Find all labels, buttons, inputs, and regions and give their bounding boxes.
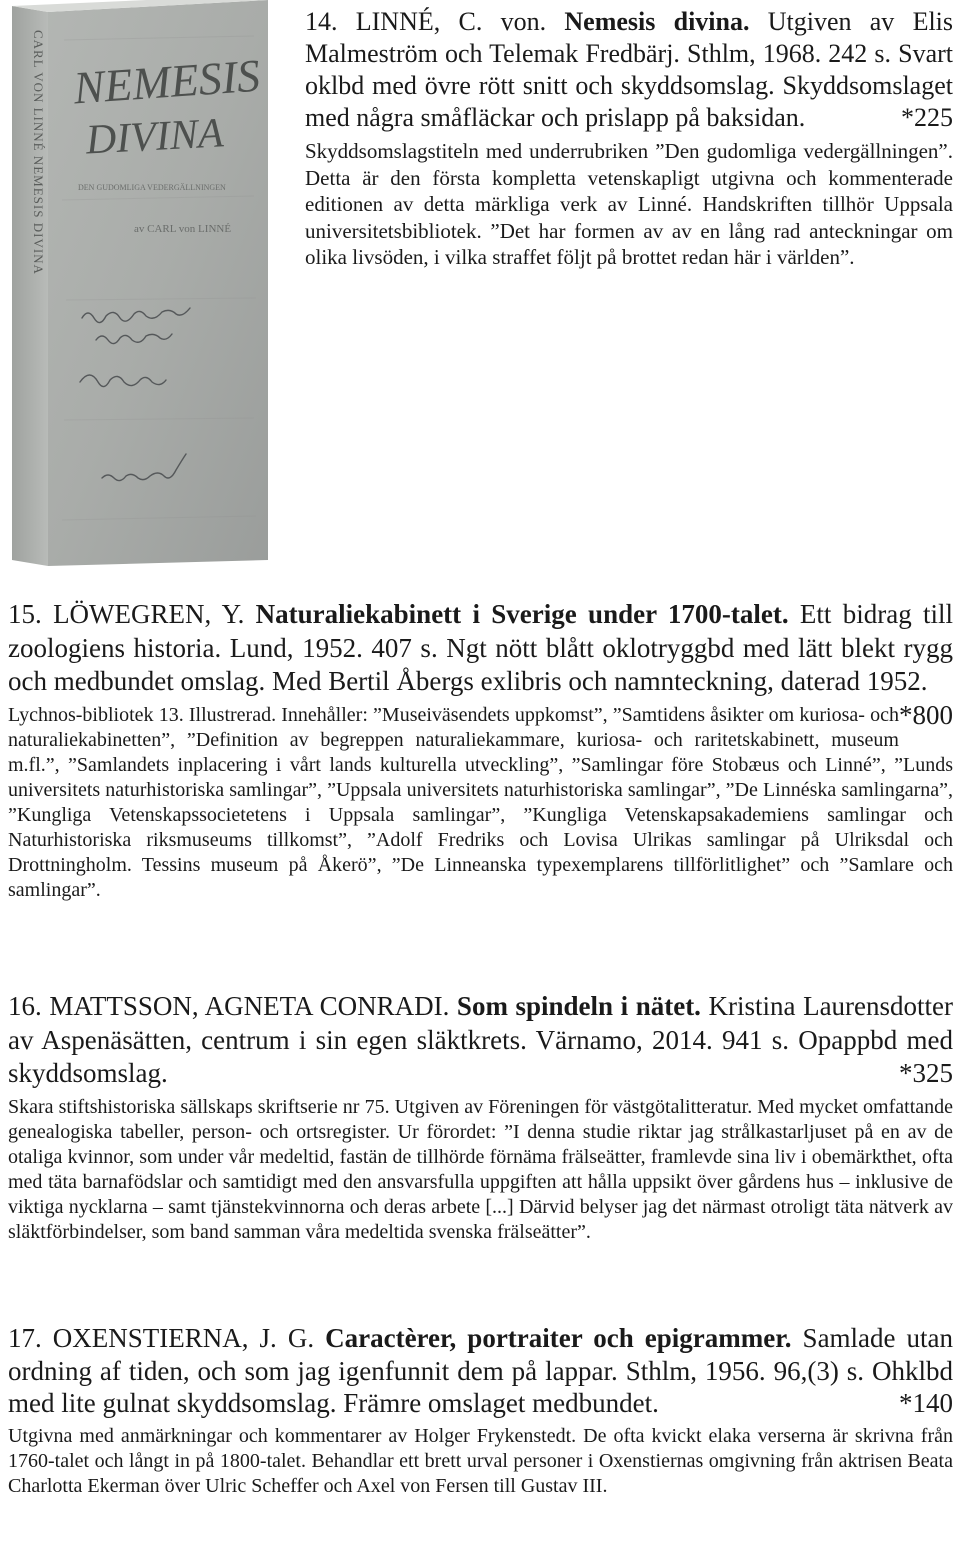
entry-title: Nemesis divina. [564, 7, 750, 36]
entry-heading [305, 6, 953, 134]
entry-price: *800 [899, 699, 953, 730]
entry-details: Samlade utan ordning af tiden, och som jag igenfunnit dem på lappar. Sthlm, 1956. 96,(3) s. Ohklbd med lite gulnat skyddsomslag. Främre omslaget medbundet. [8, 1323, 954, 1418]
entry-title: Caractèrer, portraiter och epigrammer. [325, 1323, 792, 1353]
entry-number: 17. [8, 1323, 42, 1353]
entry-author: LÖWEGREN, Y. [53, 599, 245, 629]
cover-title-line-2: DIVINA [84, 110, 225, 164]
entry-title: Naturaliekabinett i Sverige under 1700-talet. [255, 599, 789, 629]
entry-description: Lychnos-bibliotek 13. Illustrerad. Innehåller: ”Museiväsendets uppkomst”, ”Samtidens åsikter om kuriosa- och naturaliekabinetten”, ”Definition av begreppen naturaliekammare, kuriosa- och raritetskabinett, museum m.fl.”, ”Samlandets inplacering i vårt lands kulturella utveckling”, ”Samlingar före Stobæus och Linné”, ”Lunds universitets naturhistoriska samlingar”, ”Uppsala universitets naturhistoriska samlingar”, ”De Linnéska samlingarna”, ”Kungliga Vetenskapssocietetens i Uppsala samlingar”, ”Kungliga Vetenskapsakademiens samlingar och Naturhistoriska riksmuseums tillkomst”, ”Adolf Fredriks och Lovisa Ulrikas samlingar på Ulriksdal och Drottningholm. Tessins museum på Åkerö”, ”De Linneanska typexemplarens tillförlitlighet” och ”Samlare och samlingar”. [8, 703, 953, 901]
entry-heading [8, 990, 953, 1091]
catalog-entry-15 [8, 598, 953, 903]
entry-description: Utgivna med anmärkningar och kommentarer av Holger Frykenstedt. De ofta kvickt elaka verserna är skrivna från 1760-talet och långt in på 1800-talet. Behandlar ett brett urval personer i Oxenstiernas omgivning från aktrisen Beata Charlotta Ekerman över Ulric Scheffer och Axel von Fersen till Gustav III. [8, 1424, 953, 1497]
entry-details: Utgiven av Elis Malmeström och Telemak Fredbärj. Sthlm, 1968. 242 s. Svart oklbd med övre rött snitt och skyddsomslag. Skyddsomslaget med några småfläckar och prislapp på baksidan. [305, 7, 954, 132]
spine-text: CARL VON LINNÉ NEMESIS DIVINA [31, 30, 46, 275]
catalog-entry-17 [8, 1322, 953, 1499]
entry-price: *325 [899, 1058, 953, 1088]
catalog-entry-16 [8, 990, 953, 1245]
cover-subtitle: DEN GUDOMLIGA VEDERGÄLLNINGEN [78, 183, 226, 192]
book-cover-image [4, 0, 272, 570]
entry-number: 14. [305, 7, 338, 36]
entry-price: *140 [899, 1388, 953, 1418]
entry-author: LINNÉ, C. von. [355, 7, 547, 36]
catalog-entry-14 [305, 6, 953, 271]
entry-author: MATTSSON, AGNETA CONRADI. [49, 991, 450, 1021]
entry-description: Skara stiftshistoriska sällskaps skriftserie nr 75. Utgiven av Föreningen för västgötalitteratur. Med mycket omfattande genealogiska tabeller, person- och ortsregister. Ur förordet: ”I denna studie riktar jag strålkastarljuset på en av de otaliga kvinnor, som under vår medeltid, fastän de tillhörde förnäma frälseätter, framlevde sina liv i obemärkthet, ofta med täta barnafödslar och samtidigt med den ansvarsfulla uppgiften att hålla uppsikt över gårdens hus – inklusive de viktiga nycklarna – samt tjänstekvinnorna och deras arbete [...] Därvid belyser jag det närmast otroligt täta nätverk av släktförbindelser, som band samman våra medeltida svenska frälseätter”. [8, 1095, 953, 1243]
entry-author: OXENSTIERNA, J. G. [52, 1323, 315, 1353]
entry-title: Som spindeln i nätet. [456, 991, 701, 1021]
entry-description: Skyddsomslagstiteln med underrubriken ”Den gudomliga vedergällningen”. Detta är den första kompletta vetenskapligt utgivna och kommenterade editionen av detta märkliga verk av Linné. Handskriften tillhör Uppsala universitetsbibliotek. ”Det har formen av av en lång rad anteckningar om olika livsöden, i vilka straffet följt på brottet redan här i världen”. [305, 139, 953, 269]
entry-heading [8, 598, 954, 730]
entry-heading [8, 1322, 953, 1420]
entry-details: Kristina Laurensdotter av Aspenäsätten, centrum i sin egen släktkrets. Värnamo, 2014. 941 s. Opappbd med skyddsomslag. [8, 991, 954, 1088]
entry-price: *225 [901, 103, 953, 132]
entry-number: 15. [8, 599, 42, 629]
cover-title-line-1: NEMESIS [71, 49, 262, 114]
entry-number: 16. [8, 991, 42, 1021]
entry-details: Ett bidrag till zoologiens historia. Lund, 1952. 407 s. Ngt nött blått oklotryggbd med lätt blekt rygg och medbundet omslag. Med Bertil Åbergs exlibris och namnteckning, daterad 1952. [8, 599, 954, 696]
cover-author: av CARL von LINNÉ [134, 223, 232, 235]
